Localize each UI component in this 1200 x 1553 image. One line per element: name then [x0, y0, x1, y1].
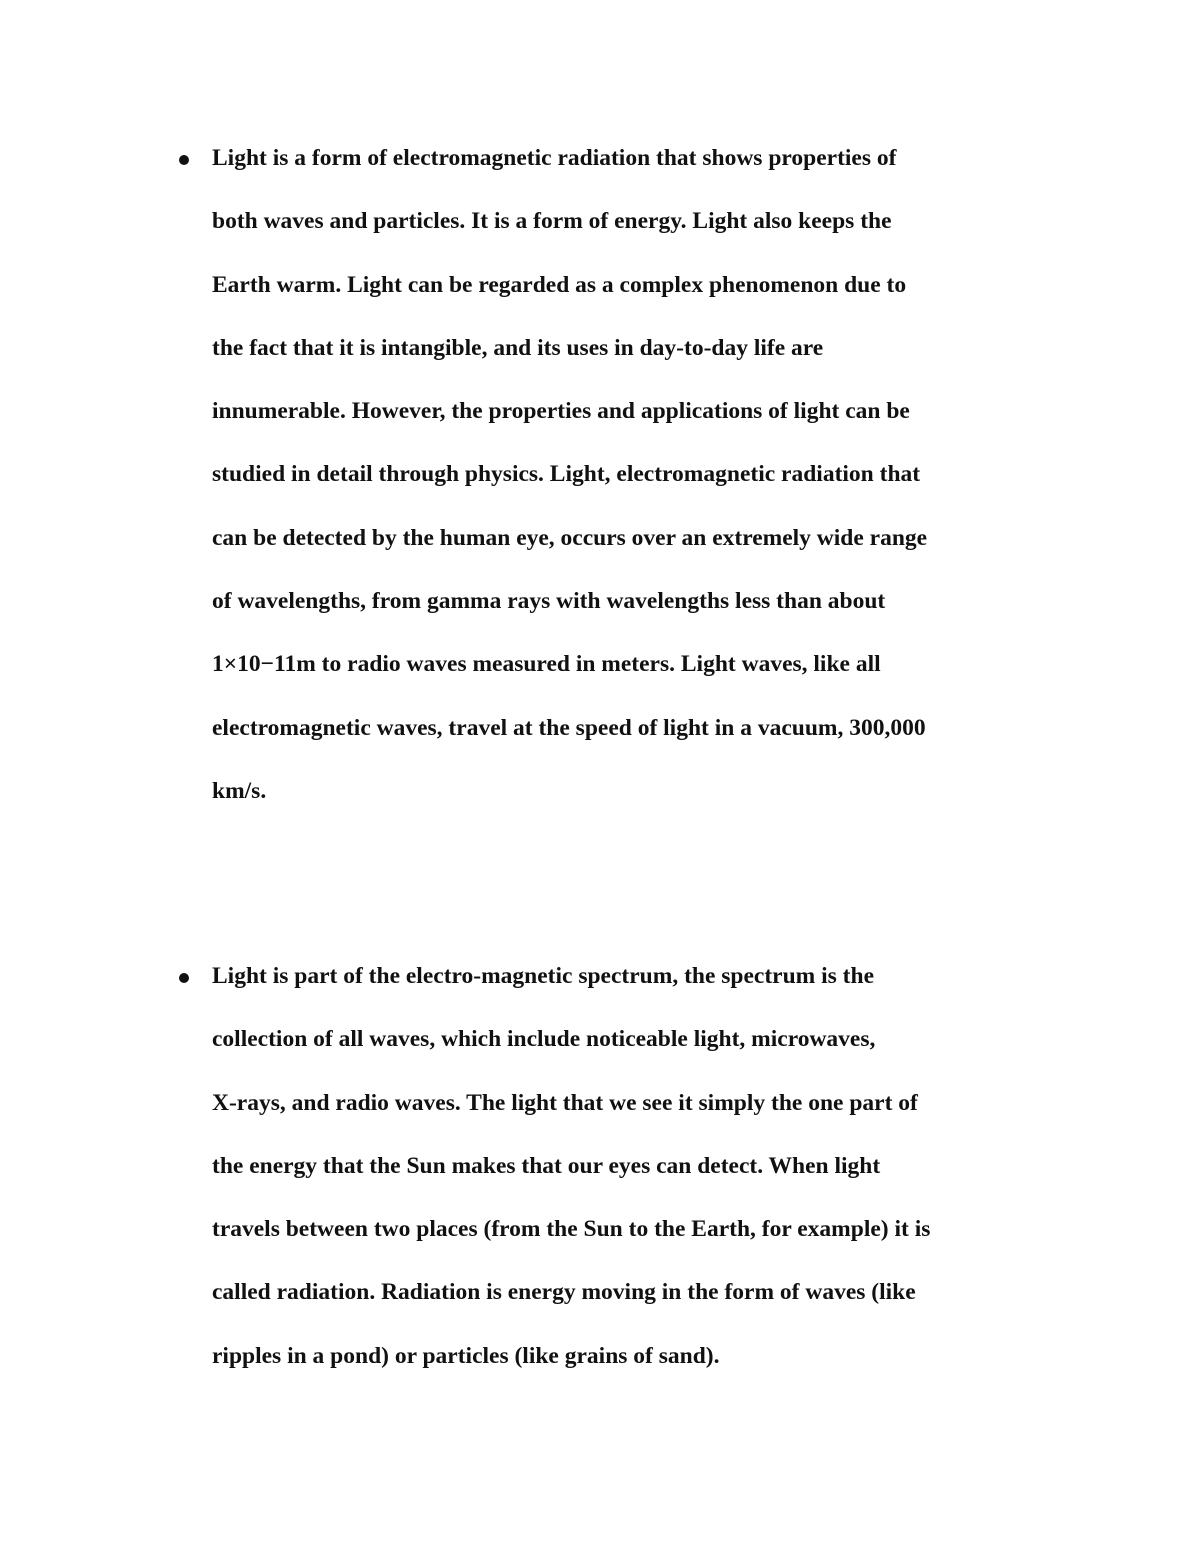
text-line: the energy that the Sun makes that our eyes can detect. When light — [212, 1152, 881, 1179]
text-line: km/s. — [212, 777, 267, 804]
text-line: can be detected by the human eye, occurs over an extremely wide range — [212, 524, 928, 551]
bullet-point-icon — [179, 973, 189, 983]
text-line: both waves and particles. It is a form of energy. Light also keeps the — [212, 208, 892, 235]
text-line: travels between two places (from the Sun to the Earth, for example) it is — [212, 1216, 931, 1243]
text-line: the fact that it is intangible, and its uses in day-to-day life are — [212, 334, 824, 361]
text-line: ripples in a pond) or particles (like grains of sand). — [212, 1342, 720, 1369]
bullet-text-electromagnetic-spectrum — [212, 945, 1062, 1388]
text-line: Light is part of the electro-magnetic spectrum, the spectrum is the — [212, 963, 874, 989]
text-line: electromagnetic waves, travel at the speed of light in a vacuum, 300,000 — [212, 714, 926, 741]
text-line: called radiation. Radiation is energy moving in the form of waves (like — [212, 1279, 916, 1306]
text-line: Light is a form of electromagnetic radiation that shows properties of — [212, 145, 897, 171]
bullet-item-electromagnetic-spectrum — [212, 945, 1062, 1388]
bullet-point-icon — [179, 155, 189, 165]
text-line: X-rays, and radio waves. The light that we see it simply the one part of — [212, 1089, 918, 1116]
bullet-text-light-definition — [212, 127, 1062, 823]
text-line: studied in detail through physics. Light, electromagnetic radiation that — [212, 461, 921, 488]
text-line: collection of all waves, which include noticeable light, microwaves, — [212, 1026, 876, 1053]
text-line: Earth warm. Light can be regarded as a complex phenomenon due to — [212, 271, 907, 298]
bullet-item-light-definition — [212, 127, 1062, 823]
text-line: 1×10−11m to radio waves measured in meters. Light waves, like all — [212, 651, 881, 678]
text-line: innumerable. However, the properties and applications of light can be — [212, 398, 910, 425]
text-line: of wavelengths, from gamma rays with wavelengths less than about — [212, 588, 886, 615]
